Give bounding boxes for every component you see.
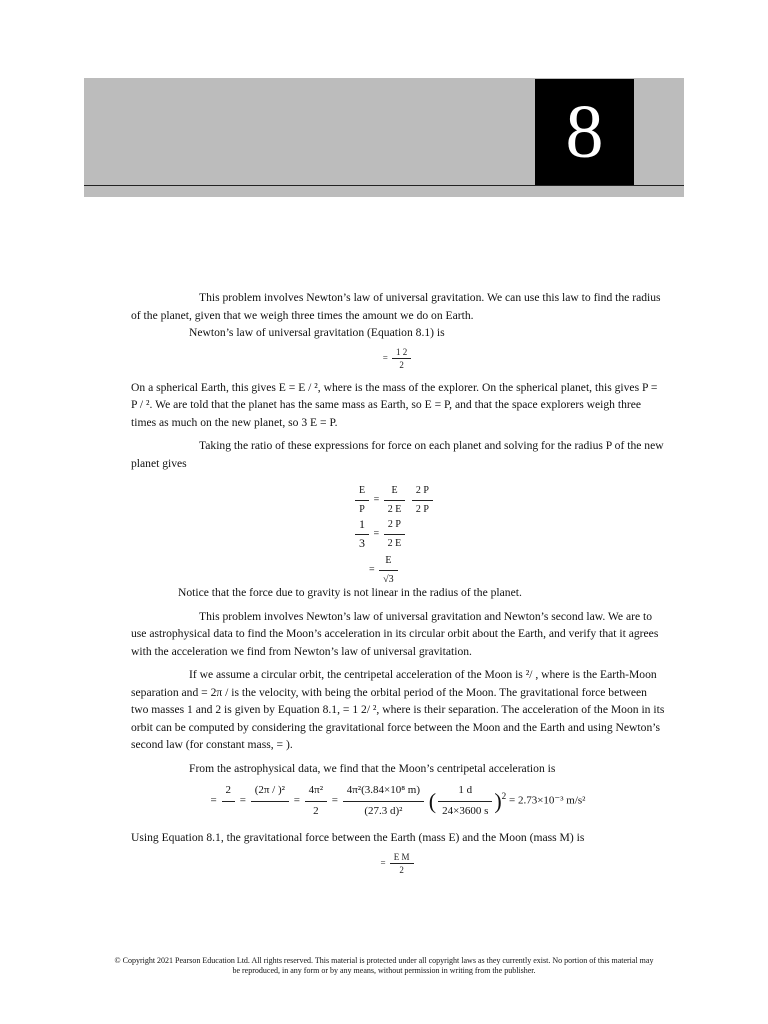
equation-ratio-block <box>131 476 665 585</box>
eq2-line-3 <box>369 552 400 588</box>
eq2-l2-lhs-num: 1 <box>355 516 369 535</box>
eq2-l2-rhs-num: 2 P <box>384 516 406 535</box>
eq3-f3-den: 2 <box>313 804 319 817</box>
paragraph-3: On a spherical Earth, this gives E = E / ², where is the mass of the explorer. On the spherical planet, this gives P = P / ². We are told that the planet has the same mass as Earth, so E = P, and that the space explorers weigh three times as much on the new planet, so 3 E = P. <box>131 380 658 429</box>
eq2-l3-equals: = <box>369 564 375 576</box>
eq3-equals-2: = <box>239 794 246 807</box>
eq3-right-paren: ) <box>494 788 502 814</box>
eq3-f5-den: 24×3600 s <box>442 804 489 817</box>
eq2-l1-mid-num: E <box>384 482 406 501</box>
eq4-equals: = <box>380 857 386 868</box>
eq3-f3-num: 4π² <box>305 781 327 802</box>
eq3-equals-3: = <box>293 794 300 807</box>
eq2-l1-lhs-num: E <box>355 482 369 501</box>
copyright-footer <box>84 956 684 976</box>
chapter-number: 8 <box>565 90 604 174</box>
eq2-l1-rhs-num: 2 P <box>412 482 433 501</box>
eq3-f2-den <box>251 802 289 822</box>
eq3-f2-num: (2π / )² <box>251 781 289 802</box>
eq3-equals-1: = <box>210 794 217 807</box>
solution-content <box>131 289 665 884</box>
paragraph-7: If we assume a circular orbit, the centripetal acceleration of the Moon is ²/ , where is the Earth-Moon separation and = 2π / is the velocity, with being the orbital period of the Moon. The gravitational force between two masses 1 and 2 is given by Equation 8.1, = 1 2/ ², where is their separation. The acceleration of the Moon in its orbit can be computed by considering the gravitational force between the Moon and the Earth and using Newton’s second law (for constant mass, = ). <box>131 668 665 751</box>
eq2-l1-equals: = <box>373 494 380 506</box>
eq2-l1-mid-den: 2 E <box>387 503 402 515</box>
paragraph-2: Newton’s law of universal gravitation (Equation 8.1) is <box>189 326 445 339</box>
eq2-line-1 <box>353 482 435 518</box>
eq3-equals-4: = <box>331 794 338 807</box>
eq1-numerator: 1 2 <box>392 346 411 359</box>
eq2-l3-num: E <box>379 552 398 571</box>
paragraph-5: Notice that the force due to gravity is not linear in the radius of the planet. <box>178 586 522 599</box>
eq3-result: = 2.73×10⁻³ m/s² <box>509 794 586 807</box>
equation-centripetal: = 2 = (2π / )² = $\frac{\text{4π²}}{2}$ = $\frac{\text{4π²(3.84×10⁸ m)}}{\text{(27.3 d)²}}$ ( $\frac{1 d}{24\times 3600 s}$ )$^2$ = 2.73×10⁻³ m/s² <box>131 781 665 821</box>
footer-line-2: be reproduced, in any form or by any means, without permission in writing from the publisher. <box>232 966 536 975</box>
eq1-denominator: 2 <box>399 359 404 370</box>
eq2-l3-den: √3 <box>383 573 394 585</box>
eq2-l2-equals: = <box>373 528 380 540</box>
eq1-equals: = <box>382 352 388 363</box>
header-rule <box>84 185 684 186</box>
eq4-denominator: 2 <box>399 864 404 875</box>
eq2-line-2 <box>353 516 407 552</box>
eq3-f4-den: (27.3 d)² <box>364 804 403 817</box>
eq2-l1-lhs-den: P <box>359 503 365 515</box>
eq1-fraction <box>392 346 411 371</box>
eq3-f1-num: 2 <box>222 781 236 802</box>
footer-line-1: © Copyright 2021 Pearson Education Ltd. All rights reserved. This material is protected under all copyright laws as they currently exist. No portion of this material may <box>114 956 654 965</box>
equation-earth-moon-force <box>131 851 665 876</box>
eq3-f1-den <box>222 802 236 822</box>
eq2-l2-lhs-den: 3 <box>359 535 365 550</box>
paragraph-6: This problem involves Newton’s law of universal gravitation and Newton’s second law. We are to use astrophysical data to find the Moon’s acceleration in its circular orbit about the Earth, and verify that it agrees with the acceleration we find from Newton’s law of universal gravitation. <box>131 609 659 658</box>
equation-newton-law <box>131 346 665 371</box>
eq3-f5-num: 1 d <box>438 781 492 802</box>
eq2-l2-rhs-den: 2 E <box>387 537 402 549</box>
eq3-left-paren: ( <box>428 788 437 814</box>
eq4-numerator: E M <box>390 851 414 864</box>
eq2-l1-rhs-den: 2 P <box>415 503 429 515</box>
eq3-f4-num: 4π²(3.84×10⁸ m) <box>343 781 424 802</box>
paragraph-4: Taking the ratio of these expressions for force on each planet and solving for the radius P of the new planet gives <box>131 439 664 470</box>
paragraph-9: Using Equation 8.1, the gravitational force between the Earth (mass E) and the Moon (mass M) is <box>131 831 585 844</box>
chapter-number-box <box>535 79 634 185</box>
paragraph-8: From the astrophysical data, we find that the Moon’s centripetal acceleration is <box>189 761 556 775</box>
paragraph-1: This problem involves Newton’s law of universal gravitation. We can use this law to find the radius of the planet, given that we weigh three times the amount we do on Earth. <box>131 291 661 322</box>
